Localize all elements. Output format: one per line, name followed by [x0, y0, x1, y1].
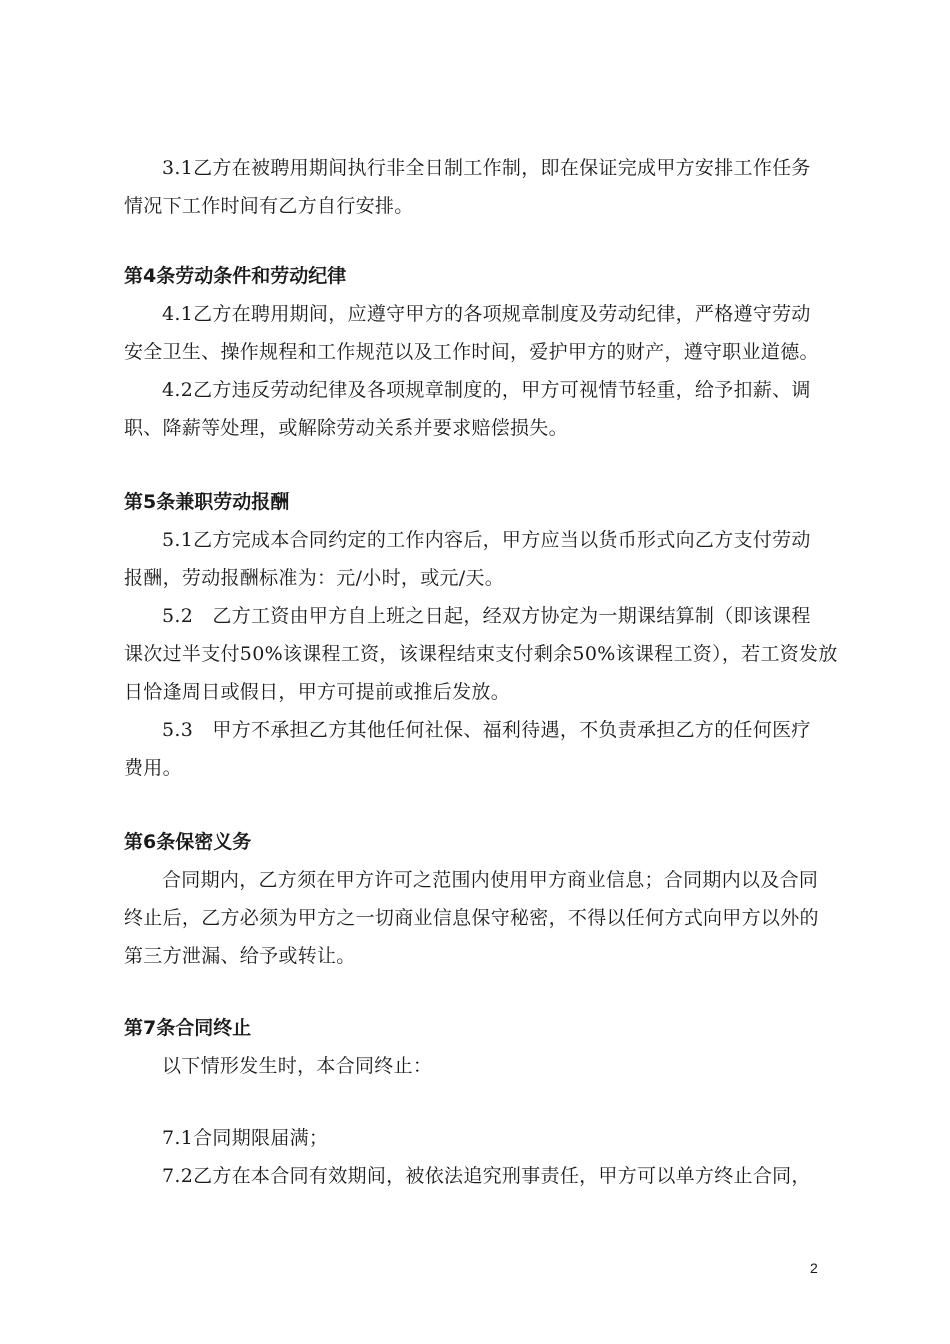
clause-5-3-line-1: 5.3 甲方不承担乙方其他任何社保、福利待遇，不负责承担乙方的任何医疗 [162, 719, 811, 741]
clause-7-1: 7.1合同期限届满； [162, 1127, 329, 1149]
clause-6-line-2: 终止后，乙方必须为甲方之一切商业信息保守秘密，不得以任何方式向甲方以外的 [124, 907, 819, 929]
clause-4-1-line-1: 4.1乙方在聘用期间，应遵守甲方的各项规章制度及劳动纪律，严格遵守劳动 [162, 303, 811, 325]
clause-5-2-line-2: 课次过半支付50%该课程工资，该课程结束支付剩余50%该课程工资），若工资发放 [124, 643, 838, 665]
clause-5-2-line-3: 日恰逢周日或假日，甲方可提前或推后发放。 [124, 681, 511, 703]
section-7-heading: 第7条合同终止 [124, 1017, 252, 1039]
section-5-heading: 第5条兼职劳动报酬 [124, 491, 290, 513]
clause-4-1-line-2: 安全卫生、操作规程和工作规范以及工作时间，爱护甲方的财产，遵守职业道德。 [124, 341, 819, 363]
clause-5-2-line-1: 5.2 乙方工资由甲方自上班之日起，经双方协定为一期课结算制（即该课程 [162, 605, 811, 627]
clause-4-2-line-2: 职、降薪等处理，或解除劳动关系并要求赔偿损失。 [124, 417, 568, 439]
clause-5-3-line-2: 费用。 [124, 757, 182, 779]
clause-5-1-line-2: 报酬，劳动报酬标准为：元/小时，或元/天。 [124, 567, 505, 589]
section-4-heading: 第4条劳动条件和劳动纪律 [124, 265, 347, 287]
clause-5-1-line-1: 5.1乙方完成本合同约定的工作内容后，甲方应当以货币形式向乙方支付劳动 [162, 529, 811, 551]
clause-3-1-line-2: 情况下工作时间有乙方自行安排。 [124, 195, 414, 217]
clause-6-line-3: 第三方泄漏、给予或转让。 [124, 945, 356, 967]
page-number: 2 [810, 1260, 818, 1276]
section-6-heading: 第6条保密义务 [124, 831, 252, 853]
section-7-intro: 以下情形发生时，本合同终止： [162, 1055, 433, 1077]
clause-6-line-1: 合同期内，乙方须在甲方许可之范围内使用甲方商业信息；合同期内以及合同 [162, 869, 819, 891]
clause-3-1-line-1: 3.1乙方在被聘用期间执行非全日制工作制，即在保证完成甲方安排工作任务 [162, 157, 811, 179]
clause-4-2-line-1: 4.2乙方违反劳动纪律及各项规章制度的，甲方可视情节轻重，给予扣薪、调 [162, 379, 811, 401]
clause-7-2-line-1: 7.2乙方在本合同有效期间，被依法追究刑事责任，甲方可以单方终止合同， [162, 1165, 811, 1187]
